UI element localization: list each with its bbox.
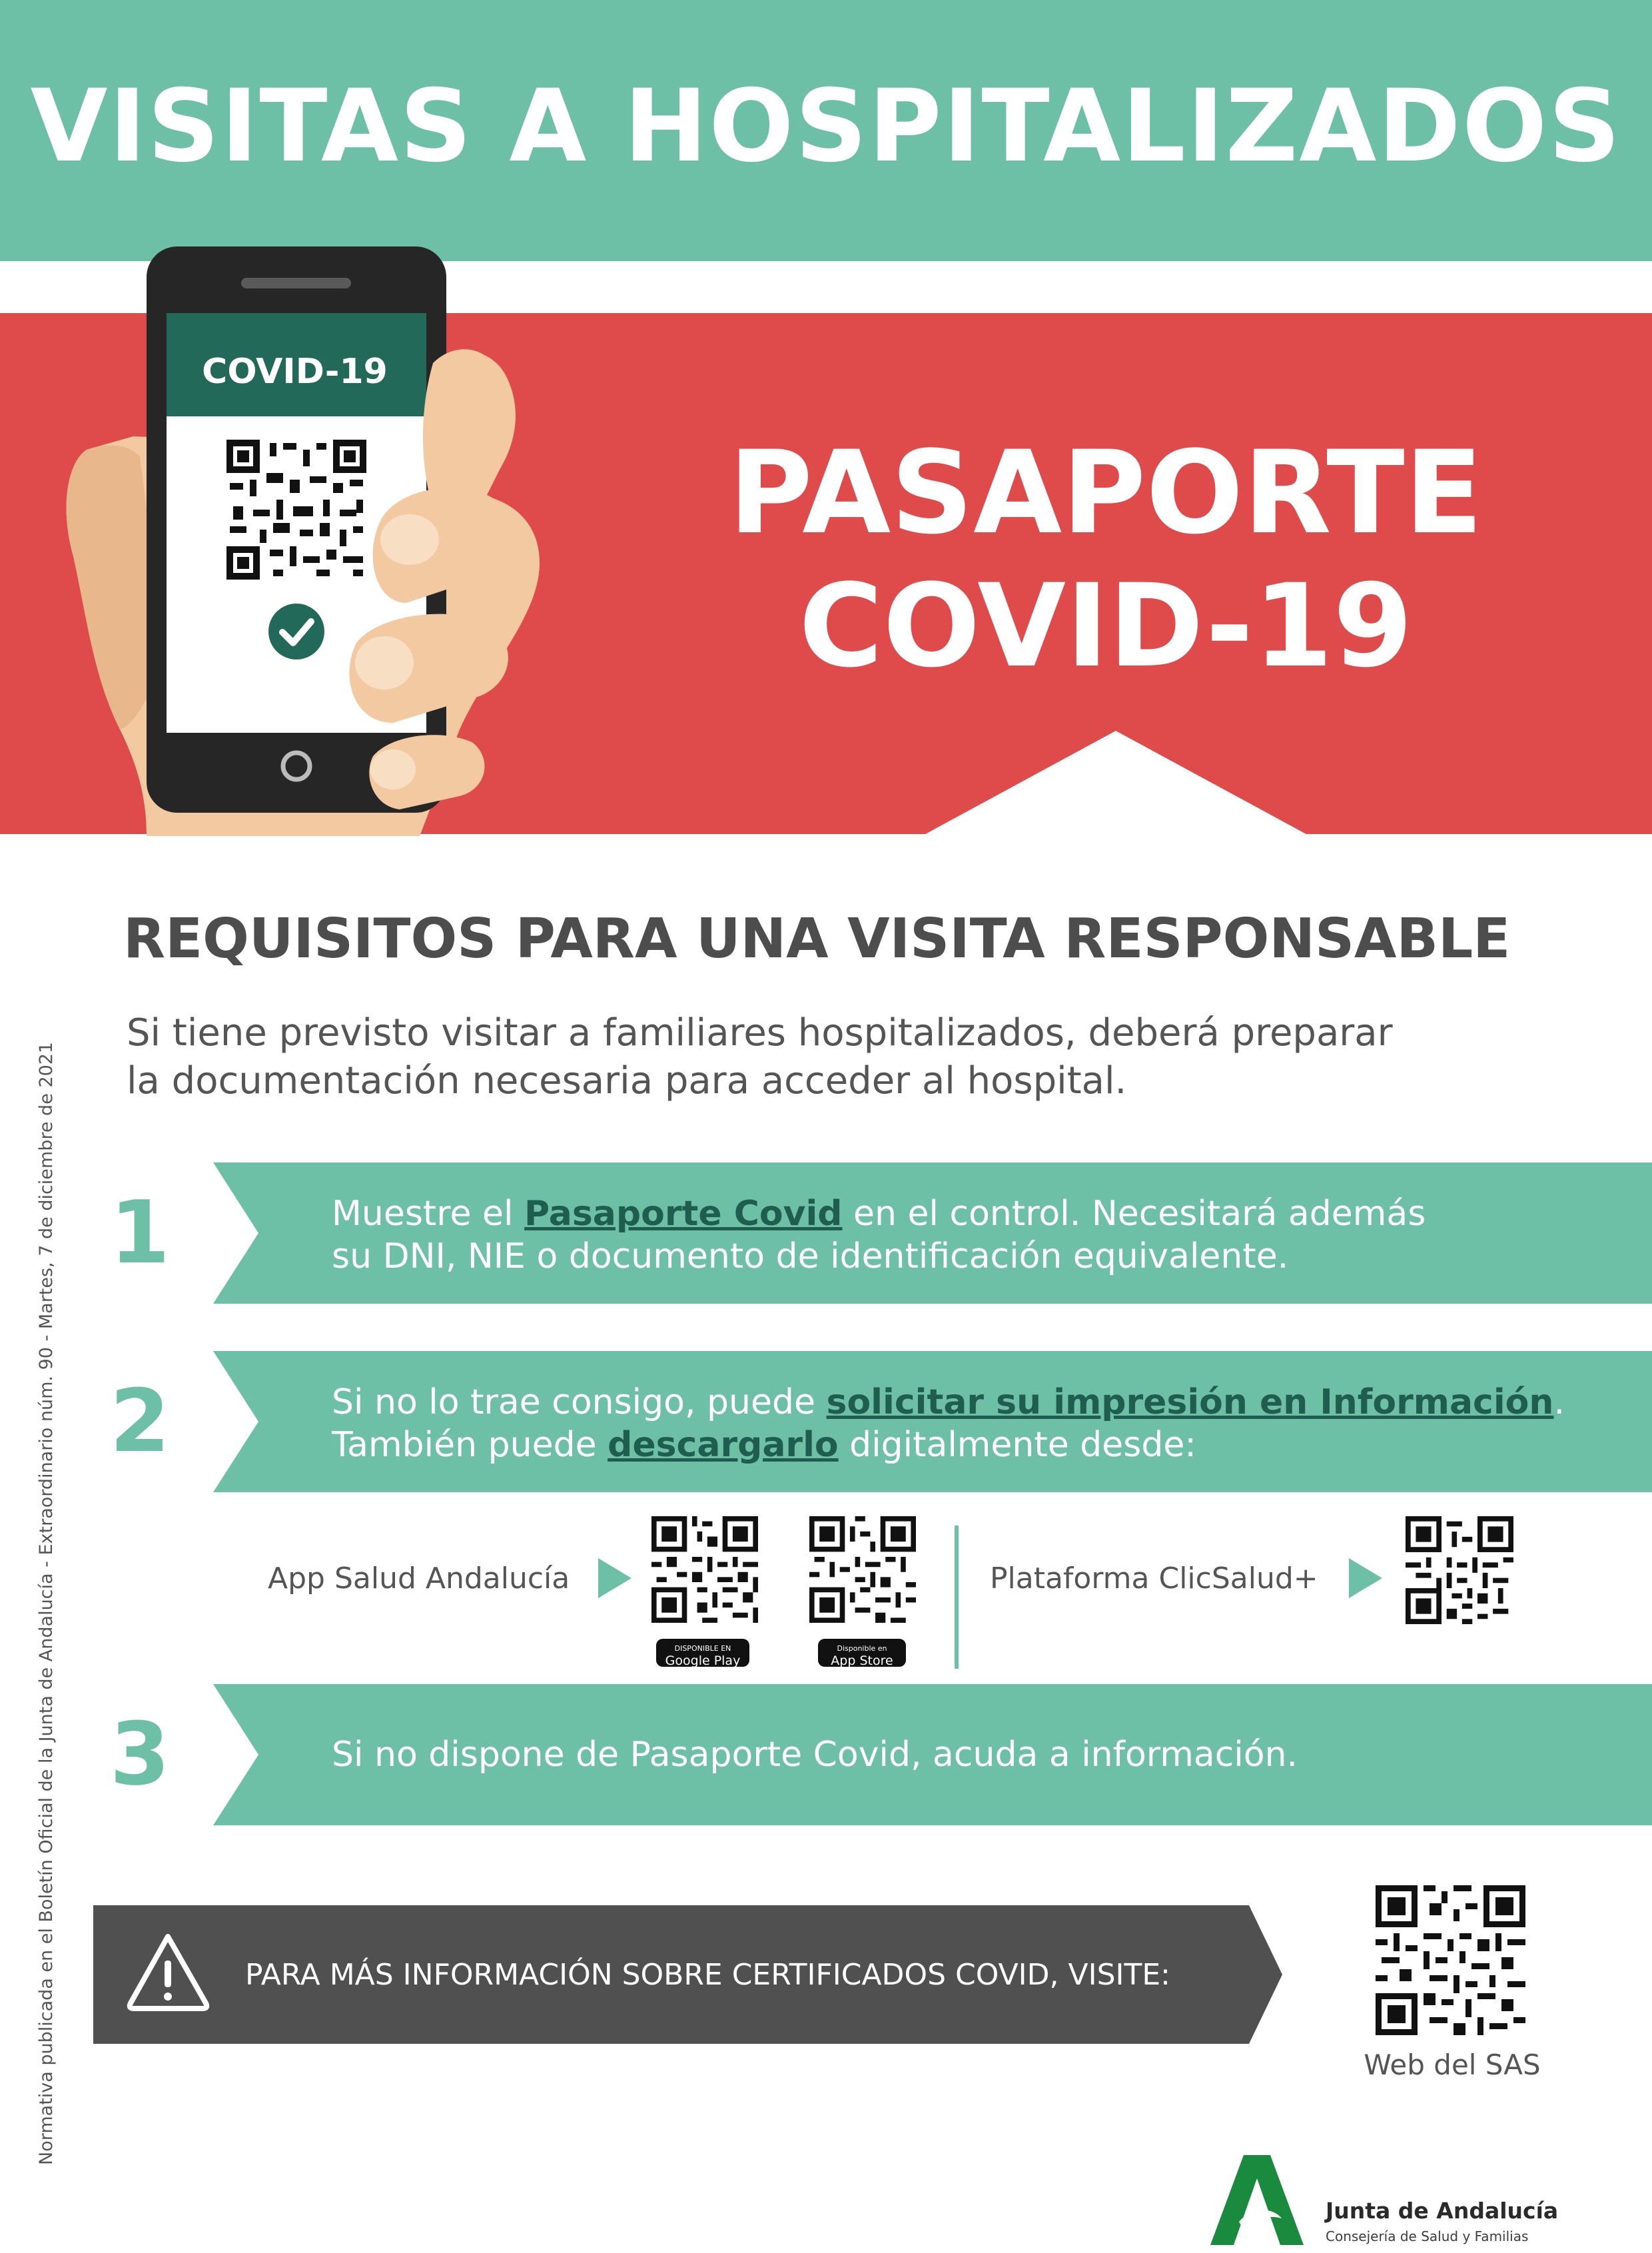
google-play-qr-code[interactable]: [651, 1516, 758, 1623]
app-salud-label: App Salud Andalucía: [268, 1562, 570, 1595]
solicitar-impresion-link[interactable]: solicitar su impresión en Información: [826, 1382, 1554, 1422]
page-title: VISITAS A HOSPITALIZADOS: [30, 69, 1622, 185]
logo-subtitle: Consejería de Salud y Familias: [1326, 2228, 1529, 2244]
clicsalud-arrow-icon: [1349, 1558, 1382, 1598]
step-1-number: 1: [109, 1182, 171, 1283]
app-store-badge-label: App Store: [831, 1653, 893, 1668]
downloads-divider: [955, 1526, 959, 1669]
hero-title-line2: COVID-19: [799, 559, 1413, 693]
step-3-number: 3: [109, 1703, 171, 1805]
step-1-text-post: en el control. Necesitará además: [842, 1194, 1426, 1234]
hero-title-line1: PASAPORTE: [728, 426, 1483, 560]
section-intro: [127, 1009, 1559, 1105]
descargarlo-link[interactable]: descargarlo: [608, 1425, 839, 1465]
step-2-text-post: .: [1553, 1382, 1565, 1422]
google-play-badge-label: Google Play: [665, 1653, 741, 1668]
phone-in-hand-illustration: [60, 243, 566, 836]
web-sas-qr-code[interactable]: [1376, 1885, 1525, 2035]
app-store-badge[interactable]: [818, 1639, 906, 1667]
info-banner-text: PARA MÁS INFORMACIÓN SOBRE CERTIFICADOS COVID, VISITE:: [245, 1958, 1170, 1992]
step-1-text-pre: Muestre el: [332, 1194, 525, 1234]
clicsalud-label: Plataforma ClicSalud+: [990, 1562, 1318, 1595]
phone-screen-label: COVID-19: [202, 352, 388, 392]
warning-icon: [123, 1929, 213, 2015]
logo-name: Junta de Andalucía: [1326, 2198, 1559, 2224]
step-2-text: [332, 1381, 1617, 1466]
step-1-text-line2: su DNI, NIE o documento de identificación equivalente.: [332, 1236, 1289, 1276]
google-play-badge[interactable]: [656, 1639, 749, 1667]
hero-notch: [919, 731, 1312, 837]
step-2-line2-post: digitalmente desde:: [838, 1425, 1196, 1465]
app-arrow-icon: [598, 1558, 631, 1598]
pasaporte-covid-link[interactable]: Pasaporte Covid: [524, 1194, 843, 1234]
intro-line2: la documentación necesaria para acceder al hospital.: [127, 1059, 1127, 1103]
junta-andalucia-logo-icon: [1207, 2152, 1307, 2248]
step-1-text: [332, 1192, 1617, 1278]
section-title: REQUISITOS PARA UNA VISITA RESPONSABLE: [123, 907, 1511, 971]
step-2-number: 2: [109, 1370, 171, 1472]
legal-note: Normativa publicada en el Boletín Oficial de la Junta de Andalucía - Extraordinario núm. 90 - Martes, 7 de diciembre de 2021: [36, 1041, 57, 2165]
step-2-line2-pre: También puede: [332, 1425, 608, 1465]
app-store-qr-code[interactable]: [809, 1516, 916, 1623]
web-sas-label: Web del SAS: [1364, 2048, 1541, 2081]
app-store-badge-small: Disponible en: [837, 1644, 887, 1653]
intro-line1: Si tiene previsto visitar a familiares hospitalizados, deberá preparar: [127, 1011, 1393, 1055]
clicsalud-qr-code[interactable]: [1406, 1516, 1513, 1624]
google-play-badge-small: DISPONIBLE EN: [674, 1644, 731, 1653]
step-3-text: Si no dispone de Pasaporte Covid, acuda a información.: [332, 1735, 1298, 1775]
step-2-text-pre: Si no lo trae consigo, puede: [332, 1382, 827, 1422]
hero-title: [693, 426, 1519, 693]
